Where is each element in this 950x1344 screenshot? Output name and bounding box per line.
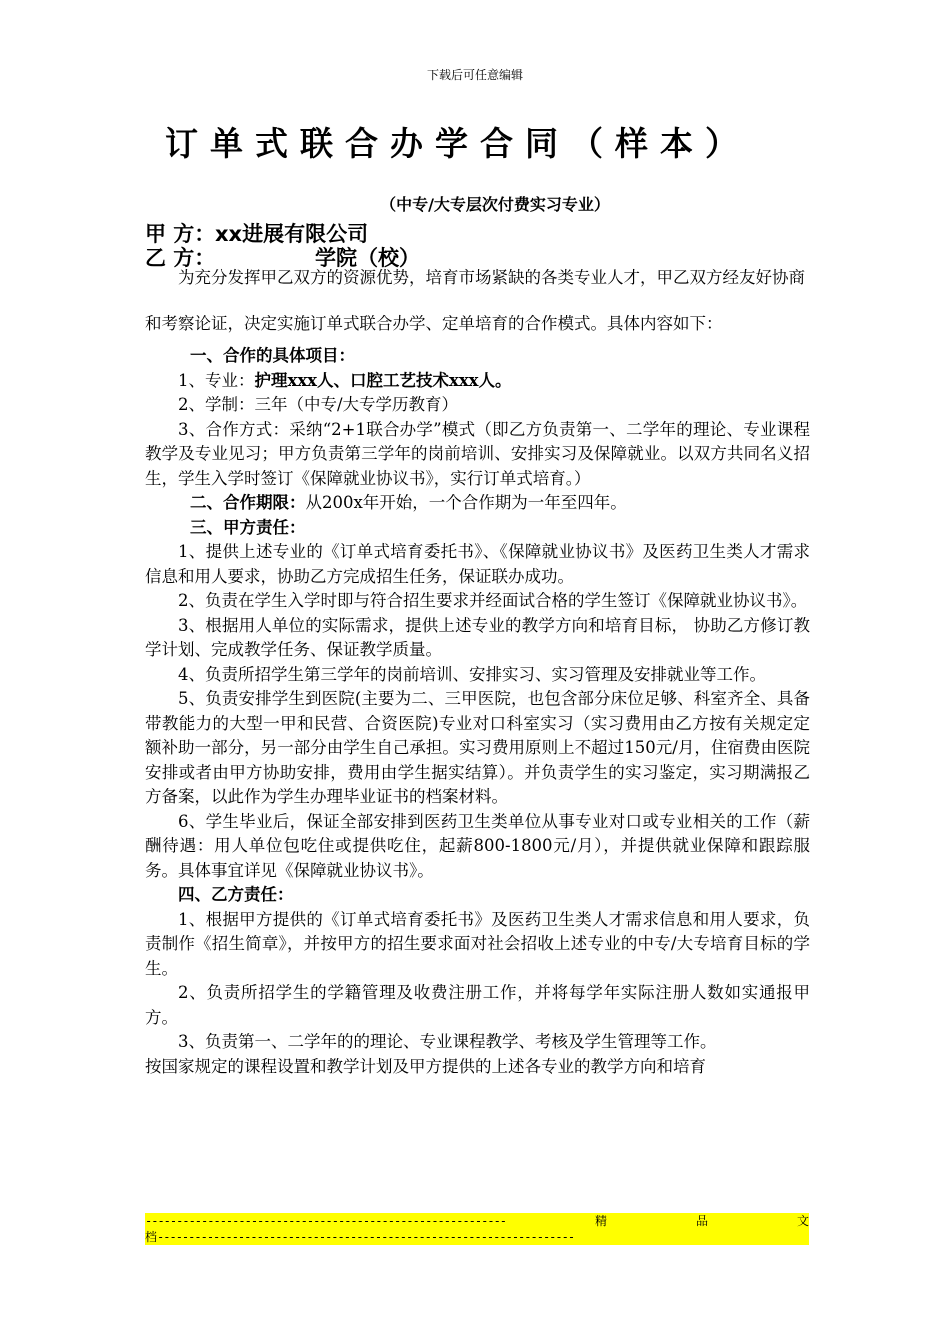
- section-3-heading: [145, 516, 810, 541]
- section-2-text: 从200x年开始，一个合作期为一年至四年。: [305, 493, 627, 512]
- party-b-value: 学院（校）: [315, 246, 420, 270]
- footer-word-3: 文: [796, 1214, 809, 1228]
- section-3-item-4: 4、负责所招学生第三学年的岗前培训、安排实习、实习管理及安排就业等工作。: [178, 664, 766, 684]
- footer-dashes-left: ----------------------------------------------------------: [145, 1214, 507, 1228]
- section-2-heading: [145, 491, 810, 516]
- section-3-title: 三、甲方责任：: [190, 517, 306, 537]
- section-1-item-1: [145, 369, 810, 394]
- footer-word-2: 品: [695, 1214, 708, 1228]
- party-a-label: 甲 方：: [145, 222, 216, 246]
- contract-body: [145, 266, 810, 1079]
- document-title: 订单式联合办学合同（样本）: [165, 124, 750, 163]
- section-4-item-2: 2、负责所招学生的学籍管理及收费注册工作，并将每学年实际注册人数如实通报甲方。: [145, 983, 810, 1027]
- section-3-item-6: 6、学生毕业后，保证全部安排到医药卫生类单位从事专业对口或专业相关的工作（薪酬待遇：用人单位包吃住或提供吃住，起薪800-1800元/月），并提供就业保障和跟踪服务。具体事宜详见《保障就业协议书》。: [145, 811, 810, 880]
- footer-row-2: [145, 1229, 575, 1245]
- section-4-item-3: 3、负责第一、二学年的的理论、专业课程教学、考核及学生管理等工作。: [178, 1032, 717, 1051]
- section-4-item-3-continued: 按国家规定的课程设置和教学计划及甲方提供的上述各专业的教学方向和培育: [145, 1056, 706, 1076]
- section-3-item-1: 1、提供上述专业的《订单式培育委托书》、《保障就业协议书》及医药卫生类人才需求信息和用人要求，协助乙方完成招生任务，保证联办成功。: [145, 542, 810, 586]
- section-2-title: 二、合作期限：: [190, 493, 306, 512]
- party-b-label: 乙 方：: [145, 246, 216, 270]
- header-note: 下载后可任意编辑: [426, 68, 523, 82]
- section-1-title: 一、合作的具体项目：: [190, 346, 355, 365]
- section-1-item-2: 2、学制：三年（中专/大专学历教育）: [178, 395, 459, 414]
- section-1-heading: [145, 344, 810, 369]
- section-4-heading: [145, 883, 810, 908]
- intro-paragraph-1: 为充分发挥甲乙双方的资源优势，培育市场紧缺的各类专业人才，甲乙双方经友好协商: [178, 268, 805, 287]
- party-a-value: xx进展有限公司: [215, 222, 369, 246]
- footer-dashes-right: -------------------------------------------------------------------: [157, 1230, 575, 1244]
- section-3-item-5: 5、负责安排学生到医院(主要为二、三甲医院，也包含部分床位足够、科室齐全、具备带教能力的大型一甲和民营、合资医院)专业对口科室实习（实习费用由乙方按有关规定定额补助一部分，另一部分由学生自己承担。实习费用原则上不超过150元/月，住宿费由医院安排或者由甲方协助安排，费用由学生据实结算）。并负责学生的实习鉴定，实习期满报乙方备案，以此作为学生办理毕业证书的档案材料。: [145, 689, 810, 806]
- section-4-item-1: 1、根据甲方提供的《订单式培育委托书》及医药卫生类人才需求信息和用人要求，负责制作《招生简章》，并按甲方的招生要求面对社会招收上述专业的中专/大专培育目标的学生。: [145, 909, 810, 978]
- section-4-title: 四、乙方责任：: [178, 885, 294, 904]
- item-prefix: 1、专业：: [178, 370, 255, 390]
- footer-banner: [145, 1213, 809, 1245]
- footer-row-1: [145, 1213, 809, 1229]
- section-3-item-2: 2、负责在学生入学时即与符合招生要求并经面试合格的学生签订《保障就业协议书》。: [178, 591, 808, 610]
- section-3-item-3: 3、根据用人单位的实际需求，提供上述专业的教学方向和培育目标， 协助乙方修订教学计划、完成教学任务、保证教学质量。: [145, 615, 810, 659]
- section-1-item-3: 3、合作方式：采纳“2+1联合办学”模式（即乙方负责第一、二学年的理论、专业课程教学及专业见习；甲方负责第三学年的岗前培训、安排实习及保障就业。以双方共同名义招生，学生入学时签订《保障就业协议书》，实行订单式培育。）: [145, 419, 810, 488]
- document-subtitle: （中专/大专层次付费实习专业）: [380, 195, 610, 214]
- footer-word-1: 精: [595, 1214, 608, 1228]
- footer-word-4: 档: [145, 1230, 158, 1244]
- intro-paragraph-2: 和考察论证，决定实施订单式联合办学、定单培育的合作模式。具体内容如下：: [145, 313, 723, 333]
- item-value: 护理xxx人、口腔工艺技术xxx人。: [254, 370, 512, 390]
